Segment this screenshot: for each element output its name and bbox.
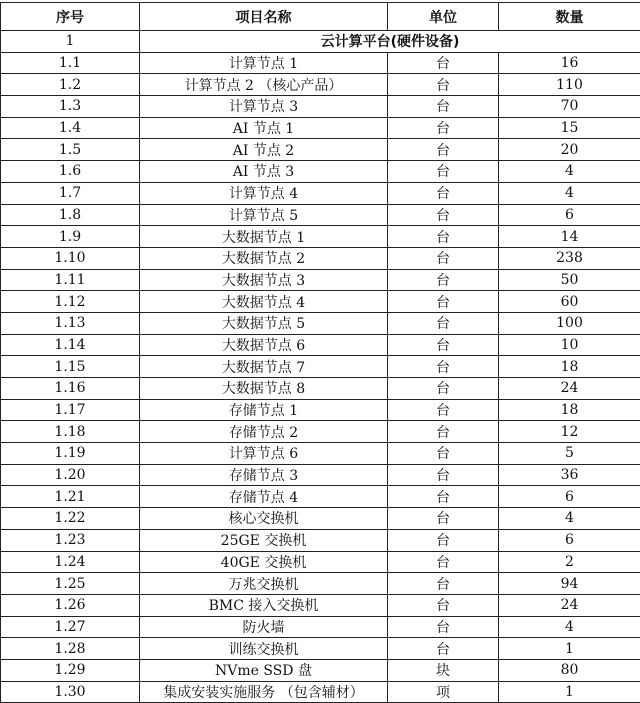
- cell-name: 大数据节点 1: [140, 226, 388, 248]
- header-unit: 单位: [388, 3, 499, 31]
- table-row: [1, 117, 640, 139]
- cell-seq: 1.5: [1, 139, 140, 161]
- cell-seq: 1.30: [1, 681, 140, 703]
- table-row: [1, 659, 640, 681]
- cell-qty: 6: [499, 486, 640, 508]
- cell-name: 万兆交换机: [140, 573, 388, 595]
- cell-name: 计算节点 1: [140, 52, 388, 74]
- cell-seq: 1.9: [1, 226, 140, 248]
- cell-qty: 4: [499, 616, 640, 638]
- cell-qty: 50: [499, 269, 640, 291]
- cell-qty: 80: [499, 659, 640, 681]
- cell-seq: 1.24: [1, 551, 140, 573]
- cell-qty: 110: [499, 74, 640, 96]
- cell-name: AI 节点 3: [140, 161, 388, 183]
- group-seq: 1: [1, 31, 140, 53]
- cell-qty: 12: [499, 421, 640, 443]
- cell-unit: 台: [388, 594, 499, 616]
- cell-seq: 1.28: [1, 638, 140, 660]
- cell-qty: 70: [499, 96, 640, 118]
- cell-name: 25GE 交换机: [140, 529, 388, 551]
- table-row: [1, 204, 640, 226]
- cell-unit: 台: [388, 204, 499, 226]
- table-row: [1, 508, 640, 530]
- cell-name: 计算节点 4: [140, 182, 388, 204]
- cell-unit: 台: [388, 74, 499, 96]
- table-row: [1, 334, 640, 356]
- cell-seq: 1.4: [1, 117, 140, 139]
- group-row: [1, 31, 640, 53]
- cell-unit: 台: [388, 291, 499, 313]
- cell-unit: 台: [388, 573, 499, 595]
- cell-unit: 台: [388, 96, 499, 118]
- cell-name: 存储节点 4: [140, 486, 388, 508]
- cell-unit: 台: [388, 508, 499, 530]
- table-row: [1, 182, 640, 204]
- table-row: [1, 551, 640, 573]
- cell-seq: 1.18: [1, 421, 140, 443]
- cell-unit: 台: [388, 269, 499, 291]
- cell-qty: 20: [499, 139, 640, 161]
- cell-unit: 台: [388, 551, 499, 573]
- table-row: [1, 594, 640, 616]
- cell-name: NVme SSD 盘: [140, 659, 388, 681]
- cell-name: 大数据节点 2: [140, 247, 388, 269]
- cell-qty: 4: [499, 182, 640, 204]
- cell-seq: 1.23: [1, 529, 140, 551]
- group-name: 云计算平台(硬件设备): [140, 31, 640, 53]
- cell-seq: 1.25: [1, 573, 140, 595]
- cell-name: 训练交换机: [140, 638, 388, 660]
- table-row: [1, 247, 640, 269]
- cell-seq: 1.8: [1, 204, 140, 226]
- header-seq: 序号: [1, 3, 140, 31]
- table-row: [1, 226, 640, 248]
- table-row: [1, 573, 640, 595]
- cell-unit: 台: [388, 139, 499, 161]
- cell-seq: 1.3: [1, 96, 140, 118]
- cell-unit: 台: [388, 312, 499, 334]
- cell-qty: 1: [499, 681, 640, 703]
- table-header: [1, 3, 640, 31]
- cell-name: 大数据节点 4: [140, 291, 388, 313]
- table-row: [1, 399, 640, 421]
- cell-name: 大数据节点 3: [140, 269, 388, 291]
- cell-seq: 1.12: [1, 291, 140, 313]
- cell-name: 存储节点 3: [140, 464, 388, 486]
- cell-qty: 24: [499, 378, 640, 400]
- cell-name: 集成安装实施服务 （包含辅材）: [140, 681, 388, 703]
- cell-unit: 台: [388, 161, 499, 183]
- cell-unit: 台: [388, 443, 499, 465]
- table-row: [1, 74, 640, 96]
- cell-qty: 1: [499, 638, 640, 660]
- table-row: [1, 681, 640, 703]
- cell-seq: 1.1: [1, 52, 140, 74]
- cell-seq: 1.2: [1, 74, 140, 96]
- cell-qty: 238: [499, 247, 640, 269]
- table-row: [1, 52, 640, 74]
- cell-name: 计算节点 6: [140, 443, 388, 465]
- cell-unit: 项: [388, 681, 499, 703]
- cell-seq: 1.7: [1, 182, 140, 204]
- cell-seq: 1.26: [1, 594, 140, 616]
- cell-unit: 台: [388, 616, 499, 638]
- table-row: [1, 312, 640, 334]
- cell-qty: 6: [499, 204, 640, 226]
- table-row: [1, 616, 640, 638]
- cell-name: 计算节点 3: [140, 96, 388, 118]
- cell-unit: 台: [388, 182, 499, 204]
- cell-name: 核心交换机: [140, 508, 388, 530]
- table-body: [1, 31, 640, 703]
- cell-qty: 16: [499, 52, 640, 74]
- cell-qty: 4: [499, 161, 640, 183]
- cell-name: 防火墙: [140, 616, 388, 638]
- table-row: [1, 96, 640, 118]
- cell-unit: 台: [388, 378, 499, 400]
- cell-seq: 1.15: [1, 356, 140, 378]
- table-row: [1, 529, 640, 551]
- cell-qty: 2: [499, 551, 640, 573]
- cell-unit: 台: [388, 421, 499, 443]
- cell-name: 大数据节点 6: [140, 334, 388, 356]
- cell-unit: 台: [388, 399, 499, 421]
- cell-qty: 18: [499, 356, 640, 378]
- cell-seq: 1.29: [1, 659, 140, 681]
- cell-name: 大数据节点 7: [140, 356, 388, 378]
- cell-name: AI 节点 2: [140, 139, 388, 161]
- cell-qty: 94: [499, 573, 640, 595]
- cell-qty: 6: [499, 529, 640, 551]
- table-row: [1, 291, 640, 313]
- cell-unit: 台: [388, 247, 499, 269]
- cell-seq: 1.6: [1, 161, 140, 183]
- cell-unit: 台: [388, 486, 499, 508]
- table-row: [1, 356, 640, 378]
- cell-name: 计算节点 2 （核心产品）: [140, 74, 388, 96]
- header-qty: 数量: [499, 3, 640, 31]
- cell-name: AI 节点 1: [140, 117, 388, 139]
- cell-qty: 4: [499, 508, 640, 530]
- cell-seq: 1.11: [1, 269, 140, 291]
- cell-unit: 台: [388, 52, 499, 74]
- cell-name: 存储节点 2: [140, 421, 388, 443]
- table-row: [1, 139, 640, 161]
- header-name: 项目名称: [140, 3, 388, 31]
- cell-unit: 台: [388, 529, 499, 551]
- cell-name: 计算节点 5: [140, 204, 388, 226]
- table-row: [1, 421, 640, 443]
- cell-qty: 24: [499, 594, 640, 616]
- cell-unit: 块: [388, 659, 499, 681]
- cell-qty: 5: [499, 443, 640, 465]
- cell-seq: 1.22: [1, 508, 140, 530]
- cell-seq: 1.27: [1, 616, 140, 638]
- cell-seq: 1.10: [1, 247, 140, 269]
- cell-seq: 1.16: [1, 378, 140, 400]
- cell-seq: 1.20: [1, 464, 140, 486]
- table-row: [1, 269, 640, 291]
- cell-seq: 1.21: [1, 486, 140, 508]
- cell-qty: 18: [499, 399, 640, 421]
- cell-unit: 台: [388, 464, 499, 486]
- cell-name: 大数据节点 5: [140, 312, 388, 334]
- cell-name: 大数据节点 8: [140, 378, 388, 400]
- cell-unit: 台: [388, 356, 499, 378]
- table-row: [1, 486, 640, 508]
- cell-seq: 1.14: [1, 334, 140, 356]
- cell-name: BMC 接入交换机: [140, 594, 388, 616]
- table-row: [1, 638, 640, 660]
- cell-seq: 1.19: [1, 443, 140, 465]
- header-row: [1, 3, 640, 31]
- cell-unit: 台: [388, 117, 499, 139]
- table-row: [1, 161, 640, 183]
- cell-qty: 36: [499, 464, 640, 486]
- table-row: [1, 464, 640, 486]
- cell-unit: 台: [388, 638, 499, 660]
- cell-seq: 1.17: [1, 399, 140, 421]
- equipment-list-document: [0, 2, 640, 703]
- cell-seq: 1.13: [1, 312, 140, 334]
- cell-qty: 100: [499, 312, 640, 334]
- cell-qty: 10: [499, 334, 640, 356]
- table-row: [1, 378, 640, 400]
- cell-name: 40GE 交换机: [140, 551, 388, 573]
- cell-qty: 14: [499, 226, 640, 248]
- cell-name: 存储节点 1: [140, 399, 388, 421]
- cell-unit: 台: [388, 226, 499, 248]
- cell-unit: 台: [388, 334, 499, 356]
- equipment-table: [0, 2, 640, 703]
- cell-qty: 15: [499, 117, 640, 139]
- table-row: [1, 443, 640, 465]
- cell-qty: 60: [499, 291, 640, 313]
